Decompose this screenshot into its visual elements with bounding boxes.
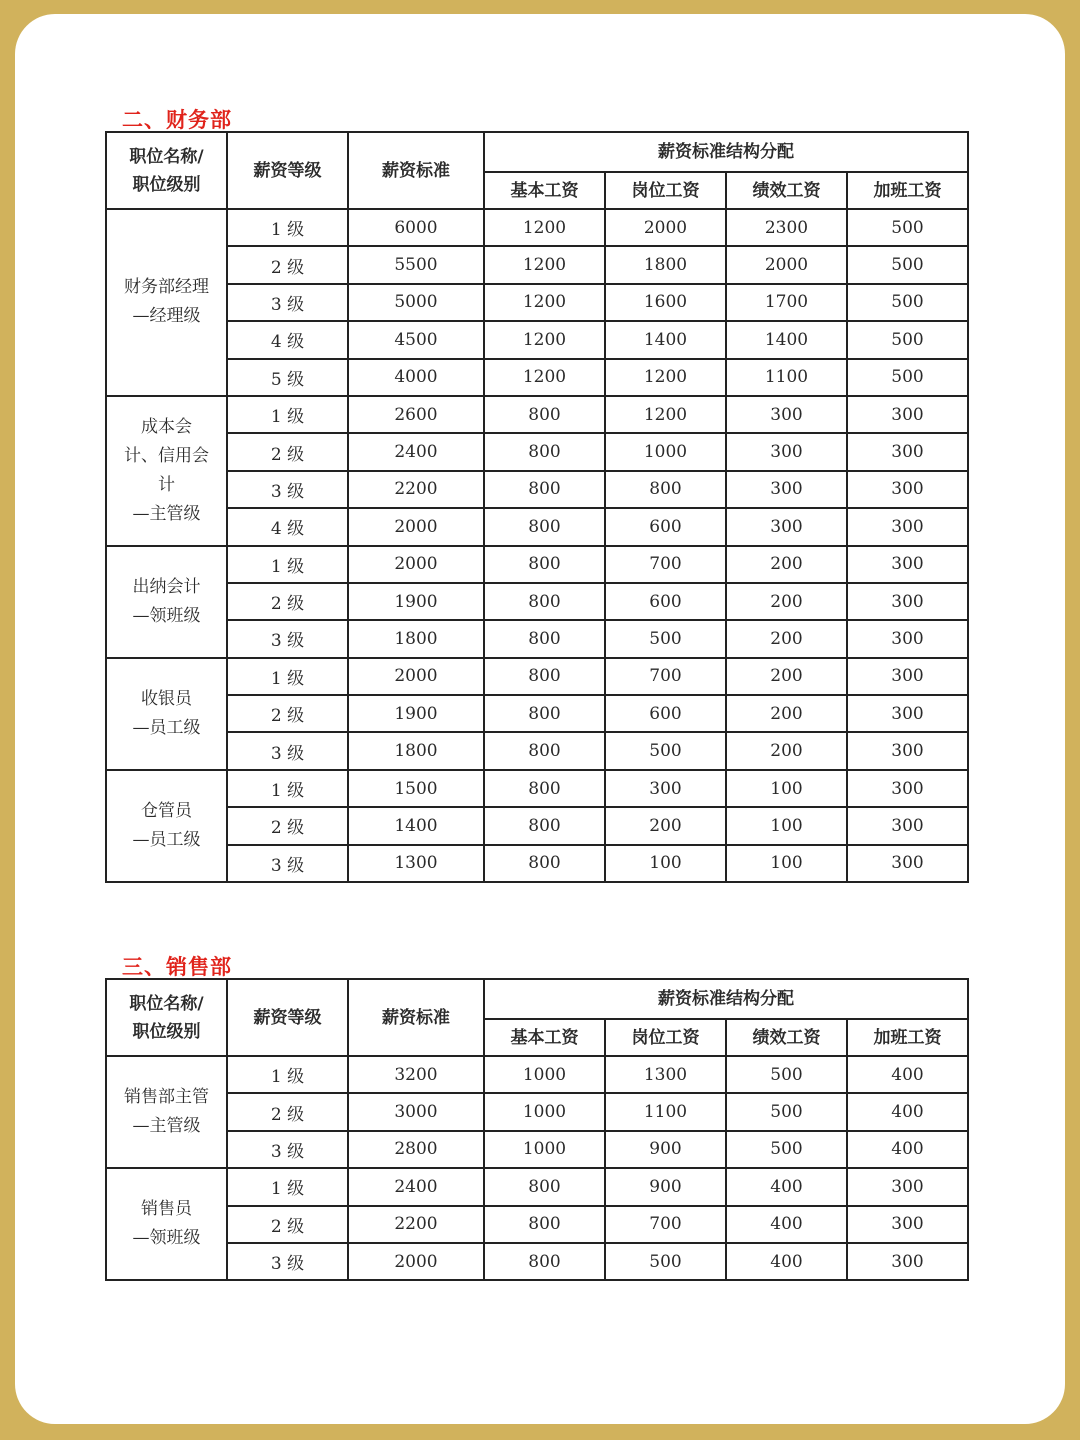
post-pay-cell: 700 (605, 658, 726, 695)
table-row (106, 546, 968, 583)
table-row (106, 658, 968, 695)
standard-cell: 1800 (348, 620, 484, 657)
table-row (106, 695, 968, 732)
header-position: 职位名称/ 职位级别 (106, 979, 227, 1056)
performance-pay-cell: 400 (726, 1168, 847, 1205)
table-row (106, 433, 968, 470)
performance-pay-cell: 1700 (726, 284, 847, 321)
header-row (106, 132, 968, 172)
post-pay-cell: 900 (605, 1131, 726, 1168)
basic-pay-cell: 800 (484, 396, 605, 433)
standard-cell: 2000 (348, 508, 484, 545)
overtime-pay-cell: 300 (847, 583, 968, 620)
performance-pay-cell: 300 (726, 508, 847, 545)
performance-pay-cell: 200 (726, 732, 847, 769)
header-structure: 薪资标准结构分配 (484, 979, 968, 1019)
table-row (106, 1168, 968, 1205)
performance-pay-cell: 300 (726, 433, 847, 470)
performance-pay-cell: 100 (726, 807, 847, 844)
basic-pay-cell: 800 (484, 807, 605, 844)
performance-pay-cell: 1400 (726, 321, 847, 358)
post-pay-cell: 1100 (605, 1093, 726, 1130)
performance-pay-cell: 200 (726, 658, 847, 695)
basic-pay-cell: 1200 (484, 359, 605, 396)
overtime-pay-cell: 300 (847, 471, 968, 508)
position-cell: 收银员 —员工级 (106, 658, 227, 770)
header-row (106, 979, 968, 1019)
overtime-pay-cell: 500 (847, 359, 968, 396)
basic-pay-cell: 800 (484, 1168, 605, 1205)
basic-pay-cell: 800 (484, 433, 605, 470)
basic-pay-cell: 800 (484, 695, 605, 732)
basic-pay-cell: 1200 (484, 246, 605, 283)
grade-cell: 5 级 (227, 359, 348, 396)
grade-cell: 2 级 (227, 583, 348, 620)
performance-pay-cell: 200 (726, 620, 847, 657)
performance-pay-cell: 100 (726, 770, 847, 807)
grade-cell: 1 级 (227, 770, 348, 807)
position-cell: 销售员 —领班级 (106, 1168, 227, 1280)
table-row (106, 770, 968, 807)
grade-cell: 2 级 (227, 1206, 348, 1243)
post-pay-cell: 200 (605, 807, 726, 844)
standard-cell: 5000 (348, 284, 484, 321)
basic-pay-cell: 800 (484, 770, 605, 807)
post-pay-cell: 500 (605, 620, 726, 657)
table-row (106, 359, 968, 396)
grade-cell: 1 级 (227, 1056, 348, 1093)
overtime-pay-cell: 500 (847, 246, 968, 283)
basic-pay-cell: 800 (484, 620, 605, 657)
position-cell: 财务部经理 —经理级 (106, 209, 227, 396)
standard-cell: 1900 (348, 583, 484, 620)
post-pay-cell: 100 (605, 845, 726, 882)
table-row (106, 1206, 968, 1243)
standard-cell: 1800 (348, 732, 484, 769)
table-row (106, 1131, 968, 1168)
overtime-pay-cell: 500 (847, 284, 968, 321)
performance-pay-cell: 100 (726, 845, 847, 882)
overtime-pay-cell: 300 (847, 845, 968, 882)
post-pay-cell: 600 (605, 508, 726, 545)
grade-cell: 4 级 (227, 321, 348, 358)
table-row (106, 396, 968, 433)
section-title-sales: 三、销售部 (122, 955, 232, 979)
performance-pay-cell: 300 (726, 396, 847, 433)
overtime-pay-cell: 500 (847, 321, 968, 358)
basic-pay-cell: 800 (484, 508, 605, 545)
standard-cell: 5500 (348, 246, 484, 283)
grade-cell: 1 级 (227, 658, 348, 695)
overtime-pay-cell: 300 (847, 732, 968, 769)
header-post-pay: 岗位工资 (605, 1019, 726, 1056)
post-pay-cell: 1200 (605, 359, 726, 396)
post-pay-cell: 300 (605, 770, 726, 807)
header-position: 职位名称/ 职位级别 (106, 132, 227, 209)
table-row (106, 807, 968, 844)
standard-cell: 3000 (348, 1093, 484, 1130)
basic-pay-cell: 1200 (484, 209, 605, 246)
header-overtime-pay: 加班工资 (847, 1019, 968, 1056)
header-performance-pay: 绩效工资 (726, 172, 847, 209)
overtime-pay-cell: 300 (847, 807, 968, 844)
grade-cell: 1 级 (227, 396, 348, 433)
grade-cell: 2 级 (227, 807, 348, 844)
standard-cell: 1500 (348, 770, 484, 807)
basic-pay-cell: 800 (484, 1243, 605, 1280)
grade-cell: 2 级 (227, 695, 348, 732)
overtime-pay-cell: 500 (847, 209, 968, 246)
grade-cell: 2 级 (227, 433, 348, 470)
post-pay-cell: 2000 (605, 209, 726, 246)
header-basic-pay: 基本工资 (484, 1019, 605, 1056)
standard-cell: 1900 (348, 695, 484, 732)
grade-cell: 3 级 (227, 1131, 348, 1168)
standard-cell: 4000 (348, 359, 484, 396)
header-grade: 薪资等级 (227, 979, 348, 1056)
table-row (106, 1243, 968, 1280)
overtime-pay-cell: 400 (847, 1056, 968, 1093)
performance-pay-cell: 500 (726, 1056, 847, 1093)
post-pay-cell: 1600 (605, 284, 726, 321)
overtime-pay-cell: 300 (847, 658, 968, 695)
table-row (106, 209, 968, 246)
performance-pay-cell: 500 (726, 1093, 847, 1130)
basic-pay-cell: 800 (484, 471, 605, 508)
basic-pay-cell: 800 (484, 546, 605, 583)
overtime-pay-cell: 300 (847, 508, 968, 545)
post-pay-cell: 800 (605, 471, 726, 508)
table-row (106, 321, 968, 358)
standard-cell: 2200 (348, 471, 484, 508)
overtime-pay-cell: 300 (847, 396, 968, 433)
position-cell: 出纳会计 —领班级 (106, 546, 227, 658)
post-pay-cell: 500 (605, 732, 726, 769)
grade-cell: 1 级 (227, 1168, 348, 1205)
post-pay-cell: 1200 (605, 396, 726, 433)
standard-cell: 2200 (348, 1206, 484, 1243)
table-row (106, 1056, 968, 1093)
table-row (106, 471, 968, 508)
position-cell: 成本会 计、信用会 计 —主管级 (106, 396, 227, 546)
standard-cell: 2000 (348, 546, 484, 583)
post-pay-cell: 1400 (605, 321, 726, 358)
header-structure: 薪资标准结构分配 (484, 132, 968, 172)
post-pay-cell: 700 (605, 1206, 726, 1243)
section-title-finance: 二、财务部 (122, 108, 232, 132)
performance-pay-cell: 200 (726, 583, 847, 620)
standard-cell: 2000 (348, 1243, 484, 1280)
grade-cell: 3 级 (227, 845, 348, 882)
overtime-pay-cell: 300 (847, 695, 968, 732)
table-row (106, 845, 968, 882)
performance-pay-cell: 500 (726, 1131, 847, 1168)
overtime-pay-cell: 300 (847, 546, 968, 583)
standard-cell: 2800 (348, 1131, 484, 1168)
overtime-pay-cell: 300 (847, 1206, 968, 1243)
header-overtime-pay: 加班工资 (847, 172, 968, 209)
salary-table-sales (105, 978, 969, 1281)
table-row (106, 284, 968, 321)
basic-pay-cell: 1000 (484, 1056, 605, 1093)
performance-pay-cell: 1100 (726, 359, 847, 396)
table-row (106, 620, 968, 657)
post-pay-cell: 1300 (605, 1056, 726, 1093)
performance-pay-cell: 200 (726, 546, 847, 583)
overtime-pay-cell: 300 (847, 620, 968, 657)
overtime-pay-cell: 300 (847, 770, 968, 807)
standard-cell: 6000 (348, 209, 484, 246)
overtime-pay-cell: 300 (847, 433, 968, 470)
basic-pay-cell: 1200 (484, 321, 605, 358)
post-pay-cell: 1000 (605, 433, 726, 470)
standard-cell: 2600 (348, 396, 484, 433)
position-cell: 仓管员 —员工级 (106, 770, 227, 882)
performance-pay-cell: 200 (726, 695, 847, 732)
header-performance-pay: 绩效工资 (726, 1019, 847, 1056)
grade-cell: 1 级 (227, 546, 348, 583)
grade-cell: 3 级 (227, 620, 348, 657)
performance-pay-cell: 2300 (726, 209, 847, 246)
salary-table-finance (105, 131, 969, 883)
position-cell: 销售部主管 —主管级 (106, 1056, 227, 1168)
basic-pay-cell: 800 (484, 583, 605, 620)
header-post-pay: 岗位工资 (605, 172, 726, 209)
grade-cell: 2 级 (227, 1093, 348, 1130)
grade-cell: 4 级 (227, 508, 348, 545)
grade-cell: 2 级 (227, 246, 348, 283)
grade-cell: 3 级 (227, 284, 348, 321)
grade-cell: 3 级 (227, 1243, 348, 1280)
table-row (106, 732, 968, 769)
basic-pay-cell: 800 (484, 845, 605, 882)
overtime-pay-cell: 400 (847, 1131, 968, 1168)
header-grade: 薪资等级 (227, 132, 348, 209)
basic-pay-cell: 1000 (484, 1131, 605, 1168)
standard-cell: 2400 (348, 1168, 484, 1205)
standard-cell: 1300 (348, 845, 484, 882)
table-row (106, 583, 968, 620)
basic-pay-cell: 1000 (484, 1093, 605, 1130)
overtime-pay-cell: 400 (847, 1093, 968, 1130)
standard-cell: 4500 (348, 321, 484, 358)
post-pay-cell: 600 (605, 583, 726, 620)
grade-cell: 3 级 (227, 732, 348, 769)
post-pay-cell: 500 (605, 1243, 726, 1280)
standard-cell: 2000 (348, 658, 484, 695)
basic-pay-cell: 1200 (484, 284, 605, 321)
basic-pay-cell: 800 (484, 732, 605, 769)
basic-pay-cell: 800 (484, 658, 605, 695)
performance-pay-cell: 300 (726, 471, 847, 508)
table-row (106, 508, 968, 545)
performance-pay-cell: 400 (726, 1206, 847, 1243)
post-pay-cell: 1800 (605, 246, 726, 283)
table-row (106, 1093, 968, 1130)
standard-cell: 1400 (348, 807, 484, 844)
grade-cell: 1 级 (227, 209, 348, 246)
post-pay-cell: 700 (605, 546, 726, 583)
post-pay-cell: 600 (605, 695, 726, 732)
standard-cell: 3200 (348, 1056, 484, 1093)
performance-pay-cell: 2000 (726, 246, 847, 283)
grade-cell: 3 级 (227, 471, 348, 508)
overtime-pay-cell: 300 (847, 1168, 968, 1205)
post-pay-cell: 900 (605, 1168, 726, 1205)
header-standard: 薪资标准 (348, 132, 484, 209)
header-standard: 薪资标准 (348, 979, 484, 1056)
performance-pay-cell: 400 (726, 1243, 847, 1280)
standard-cell: 2400 (348, 433, 484, 470)
overtime-pay-cell: 300 (847, 1243, 968, 1280)
basic-pay-cell: 800 (484, 1206, 605, 1243)
table-row (106, 246, 968, 283)
header-basic-pay: 基本工资 (484, 172, 605, 209)
